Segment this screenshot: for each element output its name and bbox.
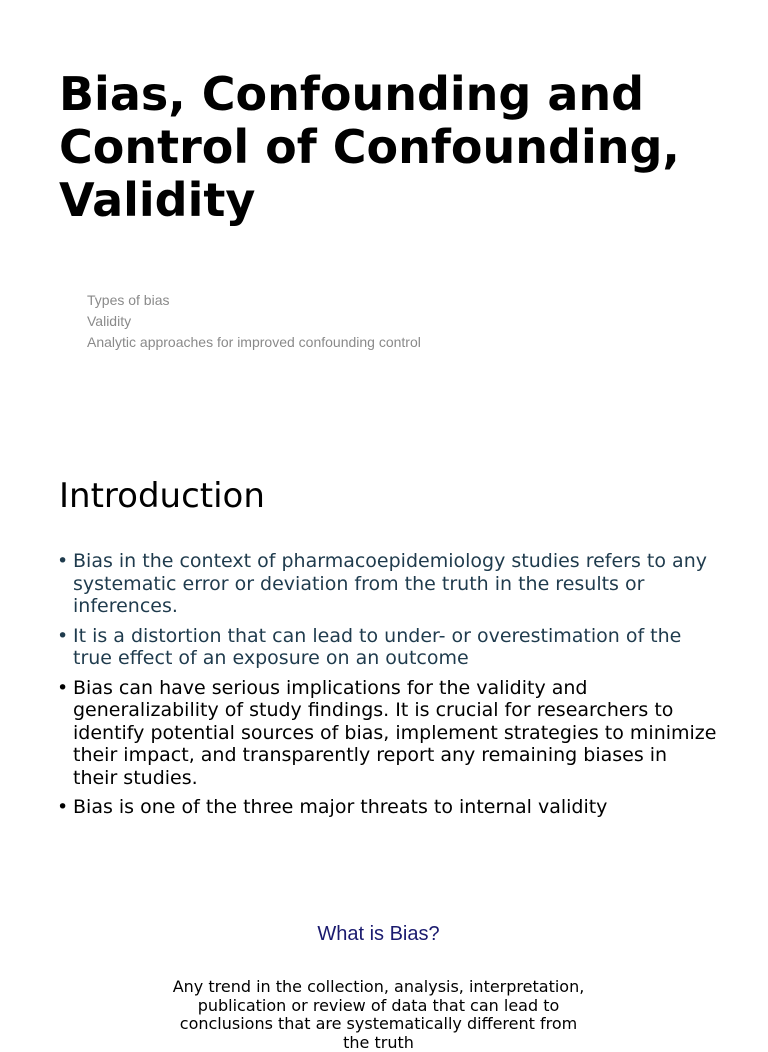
title-line: Bias, Confounding and (59, 67, 645, 121)
bullet-item: • Bias in the context of pharmacoepidemiology studies refers to any systematic error or deviation from the truth in the results or inferences. (57, 550, 717, 618)
slide-title (0, 0, 768, 420)
title-line: Control of Confounding, (59, 120, 680, 174)
definition-text: Any trend in the collection, analysis, interpretation, publication or review of data that can lead to conclusions that are systematically different from the truth (172, 977, 585, 1052)
subtitle-list (87, 290, 421, 353)
section-heading: Introduction (59, 476, 265, 516)
title-line: Validity (59, 173, 256, 227)
subtitle-item: Validity (87, 313, 132, 329)
bullet-list (57, 550, 717, 826)
bullet-item: • Bias is one of the three major threats to internal validity (57, 796, 717, 819)
section-heading: What is Bias? (317, 923, 440, 945)
slide-introduction (0, 440, 768, 860)
bullet-item: • It is a distortion that can lead to under- or overestimation of the true effect of an exposure on an outcome (57, 625, 717, 670)
subtitle-item: Analytic approaches for improved confounding control (87, 334, 421, 350)
bullet-item: • Bias can have serious implications for the validity and generalizability of study findings. It is crucial for researchers to identify potential sources of bias, implement strategies to minimize their impact, and transparently report any remaining biases in their studies. (57, 677, 717, 790)
document-title (59, 68, 749, 227)
slide-what-is-bias (0, 900, 768, 1052)
subtitle-item: Types of bias (87, 292, 170, 308)
